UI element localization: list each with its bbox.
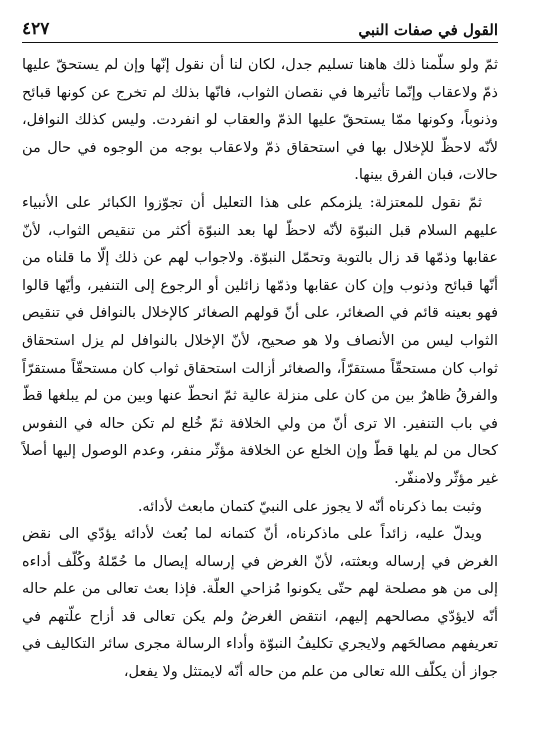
page-header	[22, 14, 498, 43]
page-body	[22, 52, 498, 687]
paragraph: ويدلّ عليه، زائداً على ماذكرناه، أنّ كتمانه لما بُعث لأدائه يؤدّي الى نقض الغرض في إرساله وبعثته، لأنّ الغرض في إرساله إيصال ما حُمّلهُ وكُلّف أداءه إلى من هو مصلحة لهم حتّى يكونوا مُزاحي العلّة. فإذا بعث تعالى من علم حاله أنّه لايؤدّي مصالحهم إليهم، انتقض الغرضُ ولم يكن تعالى قد أزاح علّتهم في تعريفهم مصالحَهم ولايجري تكليفُ النبوّة وأداء الرسالة مجرى سائر التكاليف في جواز أن يكلّف الله تعالى من علم من حاله أنّه لايمتثل ولا يفعل،	[22, 526, 498, 681]
paragraph: وثبت بما ذكرناه أنّه لا يجوز على النبيّ كتمان مابعث لأدائه.	[137, 498, 482, 515]
running-head: القول في صفات النبي	[358, 21, 498, 39]
paragraph: ثمّ ولو سلّمنا ذلك هاهنا تسليم جدل، لكان لنا أن نقول إنّها وإن لم يستحقّ عليها ذمّ ولاعقاب وإنّما تأثيرها في نقصان الثواب، فانّها بذلك لم تخرج عن كونها قبائح وذنوباً، وكونها ممّا يستحقّ عليها الذمّ والعقاب لو انفردت. وليس كذلك النوافل، لأنّه لاحظّ للإخلال بها في استحقاق ذمّ ولاعقاب بوجه من الوجوه في حال من حالات، فبان الفرق بينها.	[22, 57, 498, 184]
page-number: ٤٢٧	[22, 19, 50, 39]
paragraph: ثمّ نقول للمعتزلة: يلزمكم على هذا التعليل أن تجوّزوا الكبائر على الأنبياء عليهم السلام قبل النبوّة لأنّه لاحظّ لها بعد النبوّة أكثر من تنقيص الثواب، لأنّ عقابها وذمّها قد زال بالتوبة وتحمّل النبوّة. ولاجواب لهم عن ذلك إلّا ما قلناه من أنّها قبائح وذنوب وإن كان عقابها وذمّها زائلين أو الرجوع إلى التنفير، وأيّها قالوا فهو بعينه قائم في الصغائر، على أنّ قولهم الصغائر كالإخلال بالنوافل في تنقيص الثواب ليس من الأنصاف ولا هو صحيح، لأنّ الإخلال بالنوافل لم يزل استحقاق ثواب كان مستحقّاً مستقرّاً، والصغائر أزالت استحقاق ثواب كان مستحقّاً مستقرّاً والفرقُ ظاهرٌ بين من كان على منزلة عالية ثمّ انحطّ عنها وبين من لم يبلغها قطّ في باب التنفير. الا ترى أنّ من ولي الخلافة ثمّ خُلع لم تكن حاله في النفوس كحال من لم يلها قطّ وإن الخلع عن الخلافة مؤثّر منفر، وعدم الوصول إليها أصلاً غير مؤثّر ولامنفّر.	[22, 194, 498, 487]
